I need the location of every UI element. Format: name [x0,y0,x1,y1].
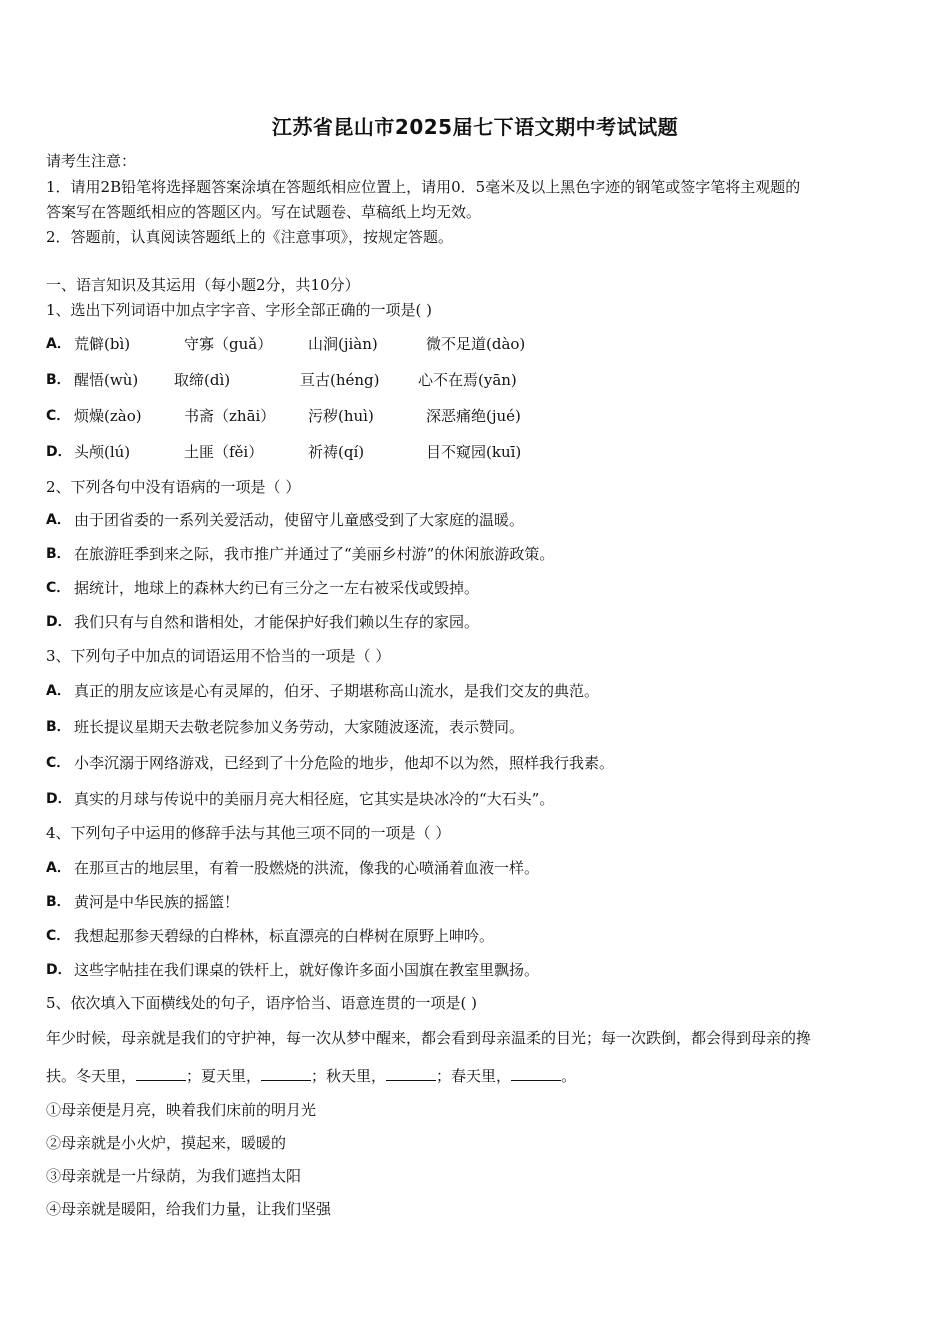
option-letter: C． [46,580,71,596]
option-text: 真正的朋友应该是心有灵犀的，伯牙、子期堪称高山流水，是我们交友的典范。 [74,682,600,700]
option-item: 山涧(jiàn) [308,335,378,353]
question-5-choice-2: ②母亲就是小火炉，摸起来，暖暖的 [46,1134,287,1152]
option-item: 醒悟(wù) [74,371,139,389]
option-item: 微不足道(dào) [426,335,526,353]
question-5-passage-line-1: 年少时候，母亲就是我们的守护神，每一次从梦中醒来，都会看到母亲温柔的目光；每一次跌倒，都会得到母亲的搀 [46,1029,812,1047]
option-item: 土匪（fěi） [184,443,264,461]
option-letter: B． [46,719,71,735]
option-letter: C． [46,755,71,771]
option-letter: A． [46,336,71,352]
option-letter: C． [46,408,71,424]
question-1-stem: 1、选出下列词语中加点字字音、字形全部正确的一项是( ) [46,301,433,319]
passage-text: 。 [561,1067,577,1085]
option-item: 烦燥(zào) [74,407,142,425]
question-5-choice-3: ③母亲就是一片绿荫，为我们遮挡太阳 [46,1167,302,1185]
option-text: 由于团省委的一系列关爱活动，使留守儿童感受到了大家庭的温暖。 [74,511,525,529]
passage-text: ；秋天里， [311,1067,387,1085]
question-2-stem: 2、下列各句中没有语病的一项是（ ） [46,478,301,496]
question-5-choice-1: ①母亲便是月亮，映着我们床前的明月光 [46,1101,317,1119]
option-text: 这些字帖挂在我们课桌的铁杆上，就好像许多面小国旗在教室里飘扬。 [74,961,540,979]
option-item: 书斋（zhāi） [184,407,276,425]
option-text: 班长提议星期天去敬老院参加义务劳动，大家随波逐流，表示赞同。 [74,718,525,736]
option-item: 荒僻(bì) [74,335,131,353]
option-letter: D． [46,962,72,978]
section-heading: 一、语言知识及其运用（每小题2分，共10分） [46,276,360,294]
passage-text: ；春天里， [436,1067,512,1085]
option-item: 污秽(huì) [308,407,374,425]
notice-line-2: 2．答题前，认真阅读答题纸上的《注意事项》，按规定答题。 [46,228,454,246]
option-letter: C． [46,928,71,944]
option-item: 目不窥园(kuī) [426,443,522,461]
fill-blank-1 [136,1066,186,1081]
option-text: 在那亘古的地层里，有着一股燃烧的洪流，像我的心喷涌着血液一样。 [74,859,540,877]
option-text: 黄河是中华民族的摇篮！ [74,893,240,911]
option-text: 我们只有与自然和谐相处，才能保护好我们赖以生存的家园。 [74,613,480,631]
option-letter: B． [46,894,71,910]
notice-line-1-continued: 答案写在答题纸相应的答题区内。写在试题卷、草稿纸上均无效。 [46,203,482,221]
question-5-choice-4: ④母亲就是暖阳，给我们力量，让我们坚强 [46,1200,332,1218]
option-letter: A． [46,860,71,876]
option-letter: D． [46,444,72,460]
option-item: 祈祷(qí) [308,443,365,461]
question-4-stem: 4、下列句子中运用的修辞手法与其他三项不同的一项是（ ） [46,824,451,842]
option-item: 取缔(dì) [174,371,231,389]
option-item: 头颅(lú) [74,443,131,461]
option-text: 小李沉溺于网络游戏，已经到了十分危险的地步，他却不以为然，照样我行我素。 [74,754,615,772]
question-3-stem: 3、下列句子中加点的词语运用不恰当的一项是（ ） [46,647,391,665]
option-letter: D． [46,614,72,630]
exam-title: 江苏省昆山市2025届七下语文期中考试试题 [271,115,679,139]
option-letter: A． [46,683,71,699]
option-text: 真实的月球与传说中的美丽月亮大相径庭，它其实是块冰冷的“大石头”。 [74,790,555,808]
option-text: 在旅游旺季到来之际，我市推广并通过了“美丽乡村游”的休闲旅游政策。 [74,545,555,563]
question-5-passage-line-2 [46,1066,576,1086]
fill-blank-2 [261,1066,311,1081]
passage-text: ；夏天里， [186,1067,262,1085]
fill-blank-4 [511,1066,561,1081]
option-letter: A． [46,512,71,528]
option-letter: D． [46,791,72,807]
option-item: 守寡（guǎ） [184,335,273,353]
option-letter: B． [46,546,71,562]
option-item: 亘古(héng) [300,371,380,389]
question-5-stem: 5、依次填入下面横线处的句子，语序恰当、语意连贯的一项是( ) [46,994,478,1012]
option-item: 深恶痛绝(jué) [426,407,521,425]
option-letter: B． [46,372,71,388]
fill-blank-3 [386,1066,436,1081]
option-text: 据统计，地球上的森林大约已有三分之一左右被采伐或毁掉。 [74,579,480,597]
notice-line-1: 1．请用2B铅笔将选择题答案涂填在答题纸相应位置上，请用0．5毫米及以上黑色字迹的钢笔或签字笔将主观题的 [46,178,801,196]
passage-text: 扶。冬天里， [46,1067,137,1085]
notice-heading: 请考生注意： [46,152,137,170]
option-item: 心不在焉(yān) [418,371,517,389]
option-text: 我想起那参天碧绿的白桦林，标直漂亮的白桦树在原野上呻吟。 [74,927,495,945]
